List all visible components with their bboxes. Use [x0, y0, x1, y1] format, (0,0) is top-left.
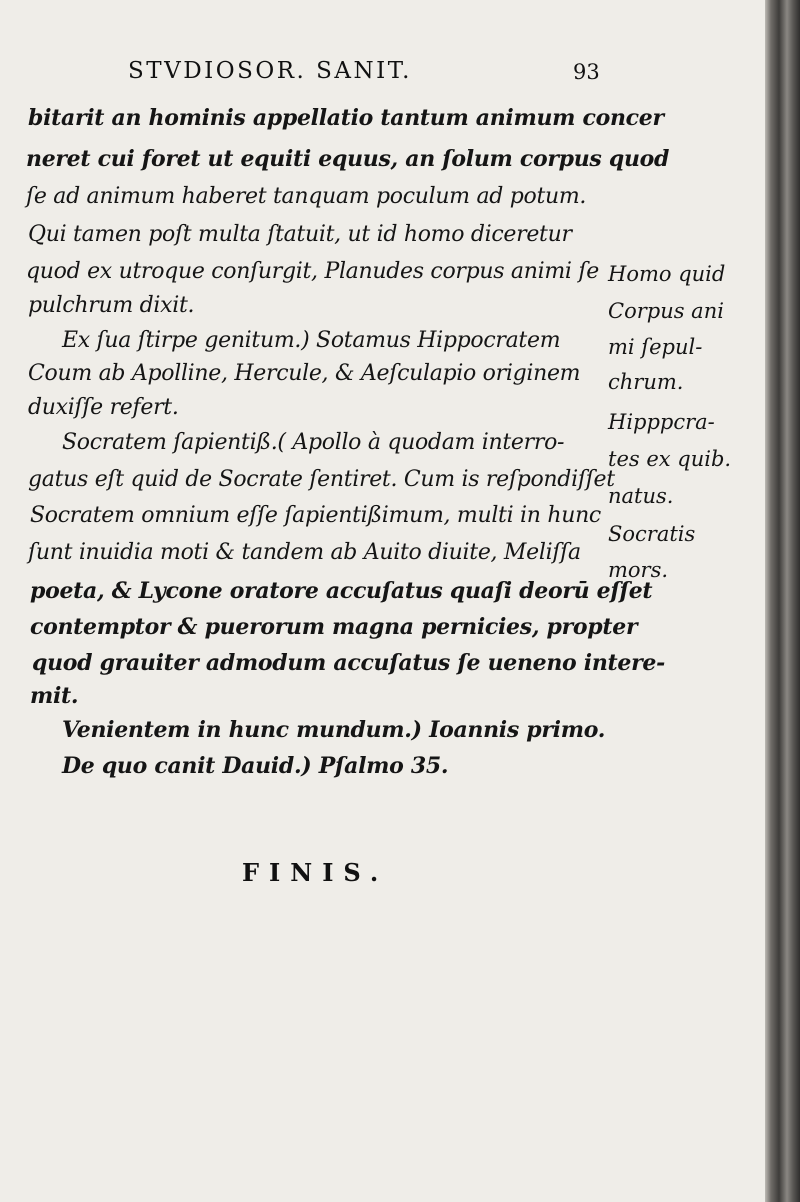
text-line: mit. [30, 683, 79, 709]
margin-note: Socratis [608, 522, 696, 546]
text-line: Socratem ſapientiß.( Apollo à quodam interro- [62, 430, 565, 455]
margin-note: mi ſepul- [608, 335, 703, 359]
text-line: ſunt inuidia moti & tandem ab Auito diuite, Meliſſa [28, 540, 581, 565]
margin-note: Hipppcra- [608, 410, 715, 434]
text-line: neret cui foret ut equiti equus, an ſolum corpus quod [26, 146, 670, 172]
text-line: gatus eſt quid de Socrate ſentiret. Cum is reſpondiſſet [28, 467, 615, 492]
margin-note: chrum. [608, 370, 684, 394]
margin-note: tes ex quib. [608, 447, 732, 471]
page-number: 93 [573, 60, 600, 84]
text-line: Socratem omnium eſſe ſapientißimum, multi in hunc [30, 503, 601, 528]
page-edge-binding [765, 0, 800, 1202]
text-line: quod ex utroque conſurgit, Planudes corpus animi ſe [26, 259, 599, 284]
text-line: Ex ſua ſtirpe genitum.) Sotamus Hippocratem [62, 328, 561, 353]
text-line: Venientem in hunc mundum.) Ioannis primo. [62, 717, 606, 743]
text-line: bitarit an hominis appellatio tantum animum concer [28, 105, 664, 131]
text-line: poeta, & Lycone oratore accuſatus quaſi deorū eſſet [30, 578, 653, 604]
text-line: Coum ab Apolline, Hercule, & Aeſculapio originem [28, 361, 581, 386]
text-line: quod grauiter admodum accuſatus ſe ueneno intere- [32, 650, 665, 676]
text-line: Qui tamen poſt multa ſtatuit, ut id homo diceretur [28, 222, 572, 247]
text-line: pulchrum dixit. [28, 293, 195, 318]
text-line: contemptor & puerorum magna pernicies, propter [30, 614, 638, 640]
text-line: ſe ad animum haberet tanquam poculum ad potum. [26, 184, 587, 209]
margin-note: natus. [608, 484, 674, 508]
running-title: STVDIOSOR. SANIT. [128, 58, 412, 84]
margin-note: Corpus ani [608, 299, 724, 323]
text-line: duxiſſe refert. [28, 395, 179, 420]
text-line: De quo canit Dauid.) Pſalmo 35. [62, 753, 449, 779]
colophon-finis: FINIS. [242, 858, 389, 887]
margin-note: mors. [608, 558, 669, 582]
margin-note: Homo quid [608, 262, 726, 286]
